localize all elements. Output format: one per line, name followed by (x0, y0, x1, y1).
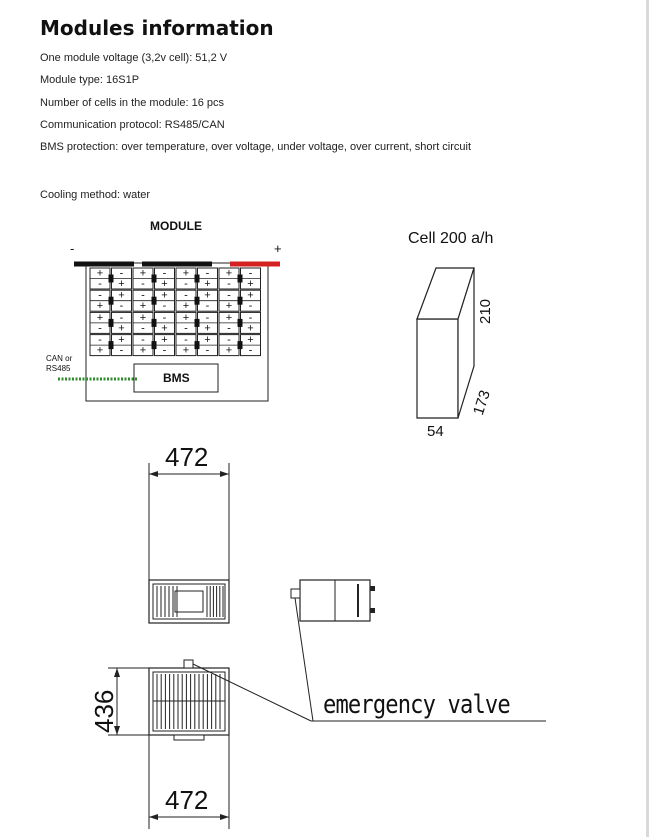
spec-cell-count: Number of cells in the module: 16 pcs (40, 97, 225, 109)
cell-polarity-bottom: - (141, 322, 145, 335)
cell-polarity-bottom: + (247, 322, 254, 335)
cell-polarity-top: - (119, 311, 124, 324)
module-negative-terminal-label: - (70, 241, 75, 256)
cell-polarity-top: - (98, 289, 102, 302)
cell-polarity-top: + (204, 334, 211, 347)
cell-polarity-bottom: + (139, 300, 147, 313)
module-positive-terminal-label: + (274, 241, 282, 256)
cell-title: Cell 200 a/h (408, 230, 494, 247)
cell-polarity-bottom: - (162, 344, 167, 357)
spec-comm-protocol: Communication protocol: RS485/CAN (40, 119, 225, 131)
spec-module-voltage: One module voltage (3,2v cell): 51,2 V (40, 52, 228, 64)
cell-polarity-bottom: - (205, 300, 210, 313)
cell-polarity-top: - (227, 334, 231, 347)
cell-polarity-top: + (204, 289, 211, 302)
cell-polarity-bottom: - (119, 300, 124, 313)
dim-bottom-arrow-left (149, 814, 158, 820)
cell-polarity-bottom: - (227, 278, 231, 290)
module-title: MODULE (150, 219, 202, 233)
cell-polarity-top: + (96, 311, 104, 324)
dim-side-arrow-top (114, 668, 120, 677)
cell-polarity-top: - (205, 267, 210, 280)
cell-polarity-bottom: + (161, 278, 168, 290)
cell-polarity-bottom: + (225, 300, 233, 313)
cell-polarity-top: + (247, 289, 254, 302)
comm-label-line1: CAN or (46, 354, 73, 363)
cell-polarity-top: + (139, 267, 147, 280)
cell-polarity-bottom: + (161, 322, 168, 335)
cell-polarity-bottom: - (141, 278, 145, 290)
cell-polarity-bottom: - (98, 322, 102, 335)
cell-polarity-top: - (98, 334, 102, 347)
cell-polarity-bottom: + (118, 322, 125, 335)
cell-polarity-top: - (141, 334, 145, 347)
cell-polarity-bottom: + (204, 322, 211, 335)
side-view-connector-bottom (370, 608, 375, 613)
cell-polarity-bottom: + (96, 344, 104, 357)
top-view-valve (184, 660, 193, 668)
cell-depth-label: 173 (470, 388, 494, 418)
cell-polarity-bottom: + (139, 344, 147, 357)
side-view-connector-top (370, 586, 375, 591)
side-view-valve (291, 589, 300, 598)
cell-polarity-bottom: + (182, 344, 190, 357)
dim-bottom-width-label: 472 (165, 785, 209, 815)
cell-polarity-top: - (162, 267, 167, 280)
cell-polarity-bottom: + (96, 300, 104, 313)
cell-polarity-top: - (227, 289, 231, 302)
cell-height-label: 210 (477, 298, 494, 324)
cell-polarity-top: + (161, 334, 168, 347)
dim-side-height-label: 436 (89, 689, 119, 733)
cell-polarity-bottom: + (118, 278, 125, 290)
page-title: Modules information (40, 16, 274, 40)
cell-polarity-top: - (184, 289, 188, 302)
cell-polarity-bottom: + (247, 278, 254, 290)
cell-polarity-top: + (118, 289, 125, 302)
cell-polarity-bottom: - (184, 278, 188, 290)
cell-polarity-bottom: - (162, 300, 167, 313)
cell-polarity-top: - (119, 267, 124, 280)
cell-polarity-top: + (139, 311, 147, 324)
cell-polarity-top: - (184, 334, 188, 347)
cell-polarity-bottom: - (119, 344, 124, 357)
cell-polarity-top: + (225, 311, 233, 324)
cell-polarity-bottom: - (184, 322, 188, 335)
cell-polarity-top: + (225, 267, 233, 280)
dim-bottom-arrow-right (220, 814, 229, 820)
bms-label: BMS (163, 371, 190, 385)
cell-polarity-top: + (182, 267, 190, 280)
cell-polarity-bottom: - (227, 322, 231, 335)
spec-module-type: Module type: 16S1P (40, 74, 140, 86)
spec-bms-protection: BMS protection: over temperature, over voltage, under voltage, over current, short circuit (40, 141, 472, 153)
comm-label-line2: RS485 (46, 364, 71, 373)
spec-cooling-method: Cooling method: water (40, 189, 151, 201)
cell-polarity-top: + (161, 289, 168, 302)
cell-polarity-top: - (248, 267, 253, 280)
cell-polarity-bottom: + (225, 344, 233, 357)
cell-polarity-bottom: - (248, 344, 253, 357)
dim-top-arrow-left (149, 471, 158, 477)
dim-top-arrow-right (220, 471, 229, 477)
cell-polarity-bottom: - (98, 278, 102, 290)
cell-polarity-top: - (141, 289, 145, 302)
cell-polarity-top: - (162, 311, 167, 324)
emergency-valve-label: emergency valve (323, 690, 510, 720)
cell-polarity-bottom: + (204, 278, 211, 290)
cell-polarity-top: + (118, 334, 125, 347)
cell-polarity-bottom: - (248, 300, 253, 313)
front-view-bms-window (175, 591, 203, 612)
cell-width-label: 54 (427, 423, 444, 440)
dim-top-width-label: 472 (165, 442, 209, 472)
cell-polarity-top: - (248, 311, 253, 324)
cell-polarity-bottom: - (205, 344, 210, 357)
cell-polarity-top: + (96, 267, 104, 280)
cell-polarity-top: + (247, 334, 254, 347)
cell-polarity-top: + (182, 311, 190, 324)
cell-polarity-top: - (205, 311, 210, 324)
top-view-handle (174, 735, 204, 740)
cell-polarity-bottom: + (182, 300, 190, 313)
